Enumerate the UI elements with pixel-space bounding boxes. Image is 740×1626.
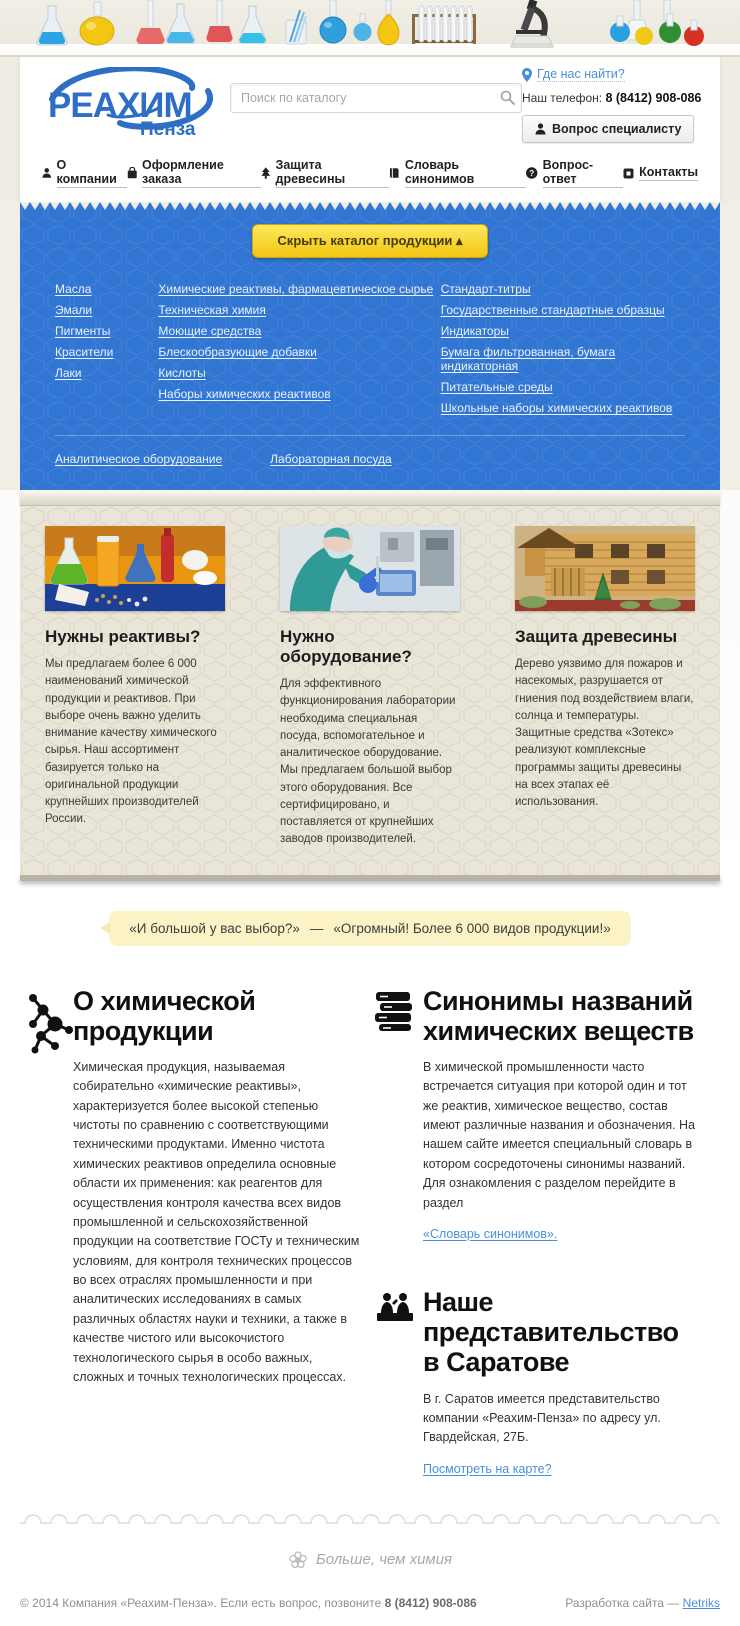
promo-card-title: Нужны реактивы? bbox=[45, 627, 201, 646]
copyright-line bbox=[20, 1596, 477, 1610]
find-us-label: Где нас найти? bbox=[537, 67, 625, 81]
catalog-search bbox=[230, 83, 522, 113]
main-nav bbox=[40, 158, 700, 188]
svg-text:?: ? bbox=[529, 168, 535, 178]
phone-line bbox=[522, 91, 701, 105]
section-title: Синонимы названий химических веществ bbox=[423, 985, 694, 1046]
search-button[interactable] bbox=[500, 90, 515, 108]
quote-banner-row bbox=[0, 911, 740, 946]
people-desk-icon bbox=[375, 1291, 415, 1331]
promo-card-wood bbox=[515, 526, 695, 849]
nav-item-order[interactable] bbox=[127, 158, 261, 188]
mail-icon bbox=[623, 168, 634, 179]
catalog-link[interactable]: Кислоты bbox=[158, 366, 206, 380]
footer-bottom-row bbox=[20, 1596, 720, 1610]
catalog-link[interactable]: Стандарт-титры bbox=[440, 282, 531, 296]
view-map-link[interactable]: Посмотреть на карте? bbox=[423, 1461, 552, 1476]
catalog-link[interactable]: Индикаторы bbox=[440, 324, 509, 338]
quote-banner bbox=[109, 911, 630, 946]
catalog-link[interactable]: Пигменты bbox=[55, 324, 111, 338]
promo-card-text: Для эффективного функционирования лаборатории необходима специальная посуда, вспомогательное и аналитическое оборудование. Мы предлагаем большой выбор этого оборудования. Все сертифицировано, и поставляется от крупнейших заводов производителей. bbox=[280, 678, 456, 846]
tree-icon bbox=[261, 167, 271, 179]
nav-label: Вопрос-ответ bbox=[543, 158, 623, 188]
catalog-link[interactable]: Эмали bbox=[55, 303, 93, 317]
molecule-icon bbox=[25, 990, 77, 1062]
nav-label: Контакты bbox=[639, 165, 699, 179]
search-input[interactable] bbox=[230, 83, 522, 113]
catalog-bottom-links bbox=[55, 452, 685, 470]
catalog-link[interactable]: Химические реактивы, фармацевтическое сырье bbox=[158, 282, 434, 296]
catalog-column-2 bbox=[158, 282, 440, 415]
atom-icon bbox=[288, 1550, 308, 1570]
lab-glassware-illustration bbox=[0, 0, 740, 57]
search-icon bbox=[500, 90, 515, 105]
promo-card-title: Защита древесины bbox=[515, 627, 678, 646]
find-us-link[interactable] bbox=[522, 67, 625, 82]
bag-icon bbox=[127, 167, 138, 179]
catalog-link-glassware[interactable]: Лабораторная посуда bbox=[270, 452, 392, 466]
promo-card-equipment bbox=[280, 526, 460, 849]
person-icon bbox=[535, 123, 546, 135]
nav-label: Оформление заказа bbox=[142, 158, 261, 188]
user-icon bbox=[42, 167, 52, 179]
catalog-link[interactable]: Масла bbox=[55, 282, 92, 296]
developer-link[interactable]: Netriks bbox=[682, 1595, 720, 1610]
catalog-column-3 bbox=[441, 282, 685, 415]
wood-protection-photo bbox=[515, 526, 695, 611]
about-products-section bbox=[35, 986, 365, 1388]
section-text: В г. Саратов имеется представительство компании «Реахим-Пенза» по адресу ул. Гвардейская, 27Б. bbox=[423, 1391, 661, 1445]
promo-card-reagents bbox=[45, 526, 225, 849]
hide-catalog-button[interactable] bbox=[252, 224, 487, 258]
developer-label: Разработка сайта — bbox=[565, 1595, 680, 1610]
section-title: О химической продукции bbox=[73, 985, 256, 1046]
developer-credit bbox=[565, 1596, 720, 1610]
synonyms-section bbox=[375, 986, 705, 1243]
nav-item-faq[interactable] bbox=[526, 158, 623, 188]
books-icon bbox=[375, 990, 415, 1032]
catalog-link[interactable]: Школьные наборы химических реактивов bbox=[440, 401, 673, 415]
header-contact-block bbox=[522, 67, 701, 143]
info-column-right bbox=[375, 986, 705, 1478]
promo-card-text: Мы предлагаем более 6 000 наименований химической продукции и реактивов. При выборе очень важно уделить внимание качеству химического сырья. Наш ассортимент базируется только на оригинальной продукции крупнейших производителей России. bbox=[45, 658, 217, 826]
catalog-link[interactable]: Государственные стандартные образцы bbox=[440, 303, 665, 317]
catalog-link[interactable]: Техническая химия bbox=[158, 303, 266, 317]
phone-label: Наш телефон: bbox=[522, 91, 603, 105]
reagents-photo bbox=[45, 526, 225, 611]
book-icon bbox=[389, 167, 400, 179]
catalog-link[interactable]: Блескообразующие добавки bbox=[158, 345, 317, 359]
representative-section bbox=[375, 1287, 705, 1478]
ask-specialist-label: Вопрос специалисту bbox=[552, 122, 682, 136]
nav-item-contacts[interactable] bbox=[623, 158, 698, 188]
logo-subtitle: Пенза bbox=[140, 119, 196, 139]
copyright-text: © 2014 Компания «Реахим-Пенза». Если есть вопрос, позвоните bbox=[20, 1595, 382, 1610]
synonyms-dictionary-link[interactable]: «Словарь синонимов». bbox=[423, 1226, 558, 1241]
catalog-section bbox=[20, 202, 720, 490]
promo-box bbox=[20, 506, 720, 875]
promo-box-wrap bbox=[0, 490, 740, 881]
section-title: Наше представительство в Саратове bbox=[423, 1286, 679, 1378]
header bbox=[0, 57, 740, 202]
promo-card-text: Дерево уязвимо для пожаров и насекомых, разрушается от гниения под воздействием влаги, солнца и температуры. Защитные средства «Зотекс» реализуют комплексные программы защиты древесины на всех этапах её использования. bbox=[515, 658, 694, 808]
chevron-up-icon: ▴ bbox=[456, 233, 463, 248]
question-icon bbox=[526, 167, 537, 179]
logo-graphic bbox=[40, 67, 220, 139]
catalog-link[interactable]: Питательные среды bbox=[440, 380, 553, 394]
catalog-link[interactable]: Бумага фильтрованная, бумага индикаторная bbox=[440, 345, 616, 373]
equipment-photo bbox=[280, 526, 460, 611]
footer-slogan-row bbox=[20, 1550, 720, 1570]
nav-item-synonyms[interactable] bbox=[389, 158, 526, 188]
footer-slogan: Больше, чем химия bbox=[315, 1551, 453, 1569]
phone-number: 8 (8412) 908-086 bbox=[605, 91, 702, 105]
promo-box-bottom-edge bbox=[20, 875, 720, 881]
quote-dash: — bbox=[309, 920, 324, 936]
catalog-link[interactable]: Наборы химических реактивов bbox=[158, 387, 331, 401]
wave-divider bbox=[20, 1513, 720, 1525]
catalog-link[interactable]: Красители bbox=[55, 345, 114, 359]
section-text: В химической промышленности часто встречается ситуация при которой один и тот же реактив, химическое вещество, состав имеют различные названия и обозначения. На нашем сайте имеется специальный словарь в котором сосредоточены синонимы названий. Для ознакомления с разделом перейдите в раздел bbox=[423, 1059, 696, 1210]
section-text: Химическая продукция, называемая собирательно «химические реактивы», характеризуется более высокой степенью чистоты по сравнению с соответствующими техническими продуктами. Именно чистота химических реактивов определила основные области их применения: как реагентов для осуществления контроля качества всех видов промышленной и сельскохозяйственной продукции на соответствие ГОСТу и техническим условиям, для контроля технических процессов во всех отраслях промышленности и при аналитических исследованиях в самых различных областях науки и техники, а также в качестве чистого или высокочистого технологического сырья в особо важных, сложных и точных технологических процессах. bbox=[73, 1059, 360, 1384]
catalog-link-analytics[interactable]: Аналитическое оборудование bbox=[55, 452, 223, 466]
ask-specialist-button[interactable] bbox=[522, 115, 694, 143]
info-column-left bbox=[35, 986, 365, 1478]
quote-question: «И большой у вас выбор?» bbox=[129, 920, 300, 936]
nav-item-about[interactable] bbox=[42, 158, 127, 188]
catalog-section-wrap bbox=[0, 202, 740, 490]
info-sections bbox=[0, 952, 740, 1508]
quote-answer: «Огромный! Более 6 000 видов продукции!» bbox=[333, 920, 611, 936]
lab-glassware-banner bbox=[0, 0, 740, 57]
promo-card-title: Нужно оборудование? bbox=[280, 627, 412, 666]
footer bbox=[0, 1508, 740, 1626]
nav-label: Защита древесины bbox=[276, 158, 390, 188]
catalog-columns bbox=[55, 282, 685, 415]
nav-item-wood-protection[interactable] bbox=[261, 158, 389, 188]
promo-box-lid bbox=[20, 490, 720, 506]
footer-phone: 8 (8412) 908-086 bbox=[384, 1595, 477, 1610]
logo-title: РЕАХИМ bbox=[48, 86, 192, 125]
map-pin-icon bbox=[522, 68, 532, 82]
catalog-link[interactable]: Моющие средства bbox=[158, 324, 262, 338]
hide-catalog-label: Скрыть каталог продукции bbox=[277, 233, 453, 248]
catalog-link[interactable]: Лаки bbox=[55, 366, 82, 380]
nav-label: О компании bbox=[57, 158, 127, 188]
nav-label: Словарь синонимов bbox=[405, 158, 526, 188]
catalog-column-1 bbox=[55, 282, 158, 415]
catalog-divider bbox=[55, 435, 685, 436]
logo[interactable] bbox=[40, 67, 220, 144]
